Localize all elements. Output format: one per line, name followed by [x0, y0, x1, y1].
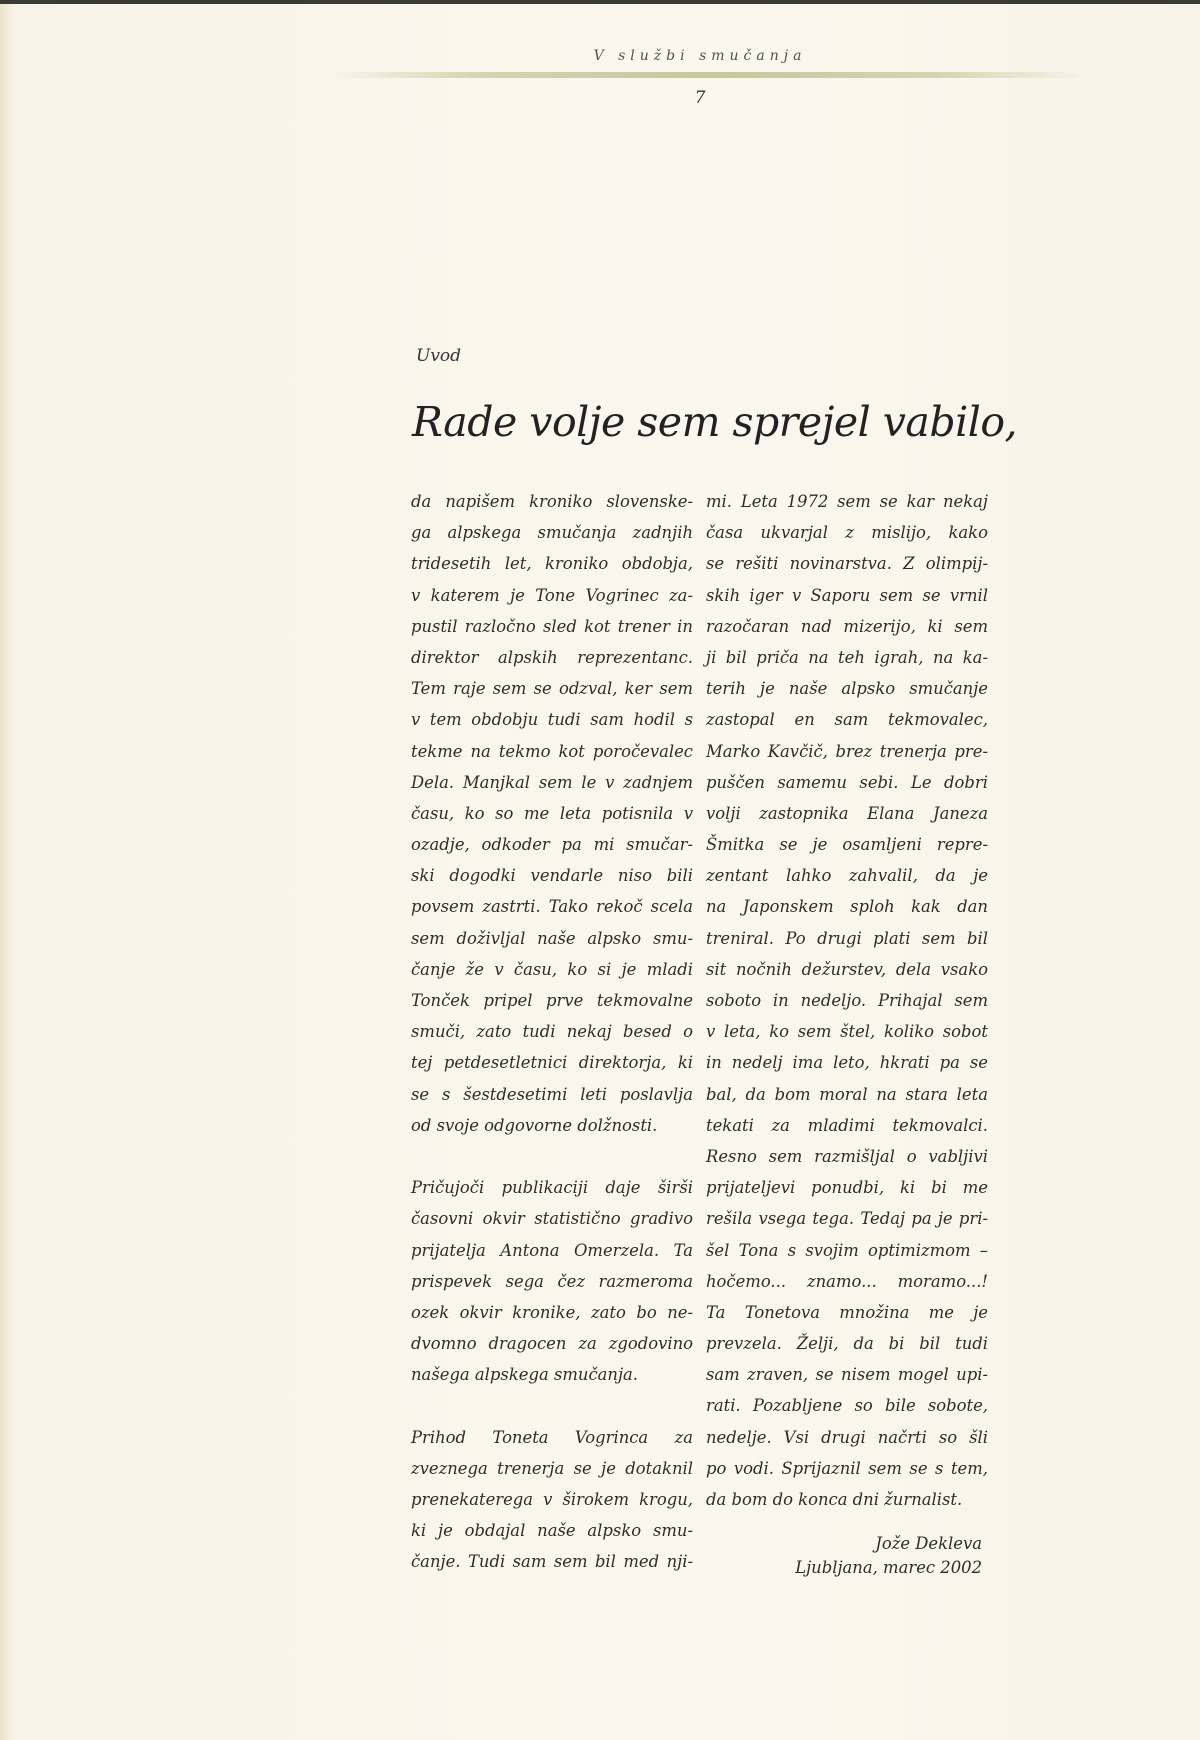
- text-line: treniral. Po drugi plati sem bil: [706, 928, 988, 948]
- text-line: Prihod Toneta Vogrinca za: [411, 1427, 693, 1447]
- right-text-column: [706, 486, 988, 1515]
- text-line: tekme na tekmo kot poročevalec: [411, 741, 693, 761]
- text-line: povsem zastrti. Tako rekoč scela: [411, 897, 693, 917]
- text-line: prijatelja Antona Omerzela. Ta: [411, 1240, 693, 1260]
- signature-block: [706, 1532, 982, 1580]
- text-line: zentant lahko zahvalil, da je: [706, 866, 988, 886]
- text-line: Tem raje sem se odzval, ker sem: [411, 679, 693, 699]
- text-line: od svoje odgovorne dolžnosti.: [411, 1115, 658, 1135]
- text-line: prevzela. Želji, da bi bil tudi: [706, 1334, 988, 1354]
- text-line: soboto in nedeljo. Prihajal sem: [706, 991, 988, 1010]
- text-line: dvomno dragocen za zgodovino: [411, 1334, 693, 1354]
- text-line: razočaran nad mizerijo, ki sem: [706, 616, 988, 636]
- text-line: sem doživljal naše alpsko smu-: [411, 928, 693, 948]
- text-line: Tonček pripel prve tekmovalne: [411, 991, 693, 1010]
- paragraph-gap: [411, 1390, 693, 1421]
- text-line: ji bil priča na teh igrah, na ka-: [706, 647, 988, 667]
- text-line: hočemo... znamo... moramo...!: [706, 1271, 988, 1291]
- text-line: našega alpskega smučanja.: [411, 1365, 639, 1385]
- text-line: smuči, zato tudi nekaj besed o: [411, 1022, 693, 1042]
- text-line: rati. Pozabljene so bile sobote,: [706, 1396, 988, 1416]
- text-line: časovni okvir statistično gradivo: [411, 1209, 693, 1229]
- headline: Rade volje sem sprejel vabilo,: [412, 398, 1018, 446]
- text-line: da napišem kroniko slovenske-: [411, 492, 693, 511]
- text-line: se rešiti novinarstva. Z olimpij-: [706, 554, 988, 574]
- text-line: času, ko so me leta potisnila v: [411, 803, 693, 823]
- text-line: sam zraven, se nisem mogel upi-: [706, 1365, 988, 1385]
- header-rule: [330, 72, 1090, 78]
- text-line: terih je naše alpsko smučanje: [706, 679, 988, 699]
- text-line: sit nočnih dežurstev, dela vsako: [706, 959, 988, 979]
- section-label: Uvod: [416, 346, 462, 366]
- text-line: zastopal en sam tekmovalec,: [706, 710, 988, 730]
- paragraph-gap: [411, 1141, 693, 1172]
- text-line: pustil razločno sled kot trener in: [411, 616, 693, 636]
- text-line: Šmitka se je osamljeni repre-: [706, 835, 988, 855]
- running-title: V službi smučanja: [593, 48, 807, 64]
- text-line: Resno sem razmišljal o vabljivi: [706, 1146, 988, 1166]
- text-line: mi. Leta 1972 sem se kar nekaj: [706, 492, 988, 511]
- text-line: direktor alpskih reprezentanc.: [411, 647, 693, 667]
- text-line: ki je obdajal naše alpsko smu-: [411, 1521, 693, 1541]
- left-text-column: [411, 486, 693, 1578]
- text-line: ski dogodki vendarle niso bili: [411, 866, 693, 886]
- text-line: nedelje. Vsi drugi načrti so šli: [706, 1427, 988, 1447]
- text-line: prenekaterega v širokem krogu,: [411, 1490, 693, 1509]
- text-line: tej petdesetletnici direktorja, ki: [411, 1053, 693, 1073]
- text-line: v katerem je Tone Vogrinec za-: [411, 585, 693, 605]
- text-line: rešila vsega tega. Tedaj pa je pri-: [706, 1209, 988, 1229]
- text-line: Marko Kavčič, brez trenerja pre-: [706, 741, 988, 761]
- text-line: da bom do konca dni žurnalist.: [706, 1490, 963, 1509]
- text-line: ozek okvir kronike, zato bo ne-: [411, 1302, 693, 1322]
- text-line: Dela. Manjkal sem le v zadnjem: [411, 772, 693, 792]
- text-line: ozadje, odkoder pa mi smučar-: [411, 835, 693, 855]
- text-line: Ta Tonetova množina me je: [706, 1302, 988, 1322]
- text-line: se s šestdesetimi leti poslavlja: [411, 1084, 693, 1104]
- text-line: ga alpskega smučanja zadnjih: [411, 523, 693, 543]
- page-number: 7: [694, 88, 706, 108]
- text-line: tekati za mladimi tekmovalci.: [706, 1115, 988, 1135]
- text-line: v leta, ko sem štel, koliko sobot: [706, 1022, 988, 1042]
- text-line: prijateljevi ponudbi, ki bi me: [706, 1178, 988, 1198]
- text-line: Pričujoči publikaciji daje širši: [411, 1178, 693, 1198]
- text-line: čanje. Tudi sam sem bil med nji-: [411, 1552, 693, 1572]
- text-line: šel Tona s svojim optimizmom –: [706, 1240, 988, 1260]
- text-line: tridesetih let, kroniko obdobja,: [411, 554, 693, 574]
- text-line: na Japonskem sploh kak dan: [706, 897, 988, 917]
- text-line: in nedelj ima leto, hkrati pa se: [706, 1053, 988, 1073]
- scan-top-edge: [0, 0, 1200, 4]
- text-line: čanje že v času, ko si je mladi: [411, 959, 693, 979]
- text-line: volji zastopnika Elana Janeza: [706, 803, 988, 823]
- text-line: bal, da bom moral na stara leta: [706, 1084, 988, 1104]
- text-line: časa ukvarjal z mislijo, kako: [706, 523, 988, 543]
- signature-author: Jože Dekleva: [875, 1534, 982, 1553]
- text-line: puščen samemu sebi. Le dobri: [706, 772, 988, 792]
- text-line: po vodi. Sprijaznil sem se s tem,: [706, 1458, 988, 1478]
- text-line: v tem obdobju tudi sam hodil s: [411, 710, 693, 730]
- signature-place-date: Ljubljana, marec 2002: [795, 1558, 982, 1577]
- text-line: prispevek sega čez razmeroma: [411, 1271, 693, 1291]
- text-line: skih iger v Saporu sem se vrnil: [706, 585, 988, 605]
- text-line: zveznega trenerja se je dotaknil: [411, 1458, 693, 1478]
